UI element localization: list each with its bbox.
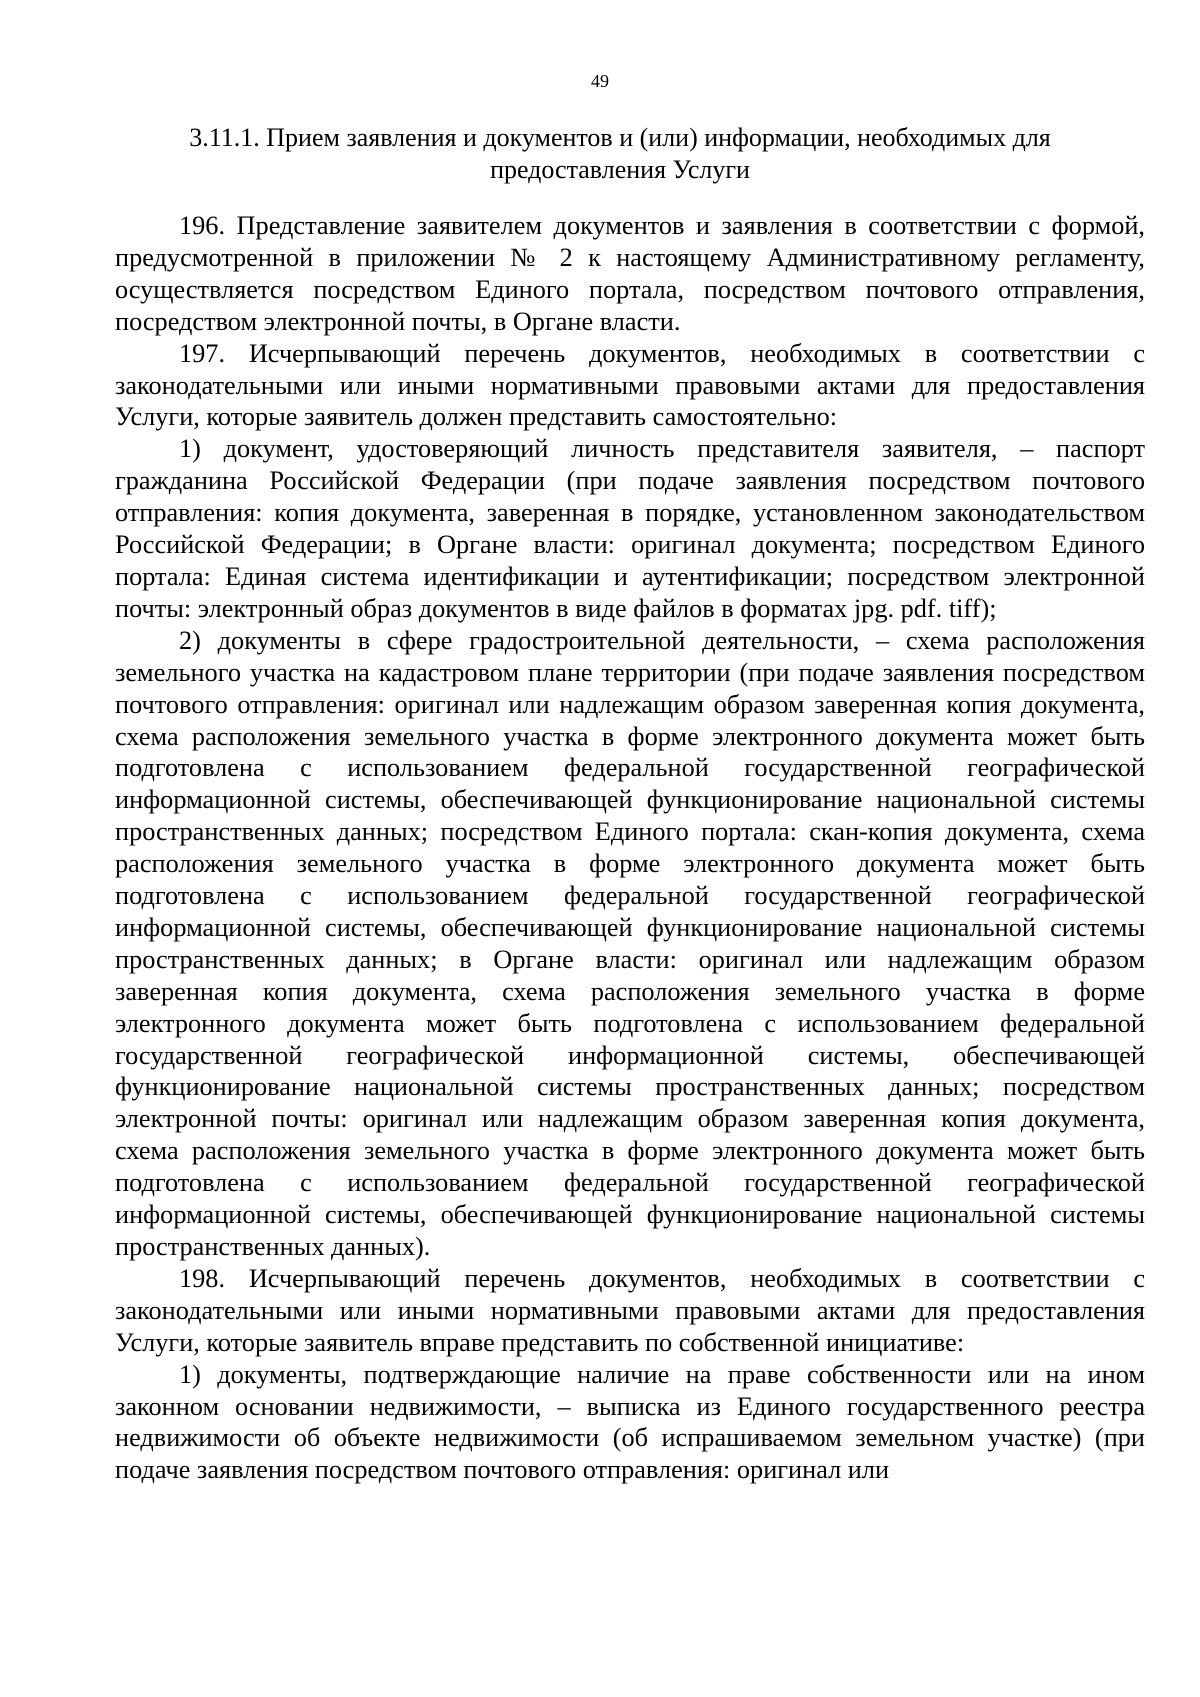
- document-body: [115, 210, 1145, 1486]
- section-heading: 3.11.1. Прием заявления и документов и (или) информации, необходимых для предоставления Услуги: [189, 123, 1051, 184]
- paragraph-198-item-1: 1) документы, подтверждающие наличие на праве собственности или на ином законном основании недвижимости, – выписка из Единого государственного реестра недвижимости об объекте недвижимости (об испрашиваемом земельном участке) (при подаче заявления посредством почтового отправления: оригинал или: [115, 1359, 1145, 1485]
- paragraph-196: 196. Представление заявителем документов и заявления в соответствии с формой, предусмотренной в приложении № 2 к настоящему Административному регламенту, осуществляется посредством Единого портала, посредством почтового отправления, посредством электронной почты, в Органе власти.: [115, 211, 1145, 336]
- paragraph-197-item-2: 2) документы в сфере градостроительной деятельности, – схема расположения земельного участка на кадастровом плане территории (при подаче заявления посредством почтового отправления: оригинал или надлежащим образом заверенная копия документа, схема расположения земельного участка в форме электронного документа может быть подготовлена с использованием федеральной государственной географической информационной системы, обеспечивающей функционирование национальной системы пространственных данных; посредством Единого портала: скан-копия документа, схема расположения земельного участка в форме электронного документа может быть подготовлена с использованием федеральной государственной географической информационной системы, обеспечивающей функционирование национальной системы пространственных данных; в Органе власти: оригинал или надлежащим образом заверенная копия документа, схема расположения земельного участка в форме электронного документа может быть подготовлена с использованием федеральной государственной географической информационной системы, обеспечивающей функционирование национальной системы пространственных данных; посредством электронной почты: оригинал или надлежащим образом заверенная копия документа, схема расположения земельного участка в форме электронного документа может быть подготовлена с использованием федеральной государственной географической информационной системы, обеспечивающей функционирование национальной системы пространственных данных).: [115, 625, 1145, 1261]
- paragraph-197-item-1: 1) документ, удостоверяющий личность представителя заявителя, – паспорт гражданина Российской Федерации (при подаче заявления посредством почтового отправления: копия документа, заверенная в порядке, установленном законодательством Российской Федерации; в Органе власти: оригинал документа; посредством Единого портала: Единая система идентификации и аутентификации; посредством электронной почты: электронный образ документов в виде файлов в форматах jpg. pdf. tiff);: [115, 434, 1145, 623]
- page-number: 49: [591, 71, 609, 91]
- paragraph-197: 197. Исчерпывающий перечень документов, необходимых в соответствии с законодательными или иными нормативными правовыми актами для предоставления Услуги, которые заявитель должен представить самостоятельно:: [115, 338, 1145, 432]
- paragraph-198: 198. Исчерпывающий перечень документов, необходимых в соответствии с законодательными или иными нормативными правовыми актами для предоставления Услуги, которые заявитель вправе представить по собственной инициативе:: [115, 1263, 1145, 1357]
